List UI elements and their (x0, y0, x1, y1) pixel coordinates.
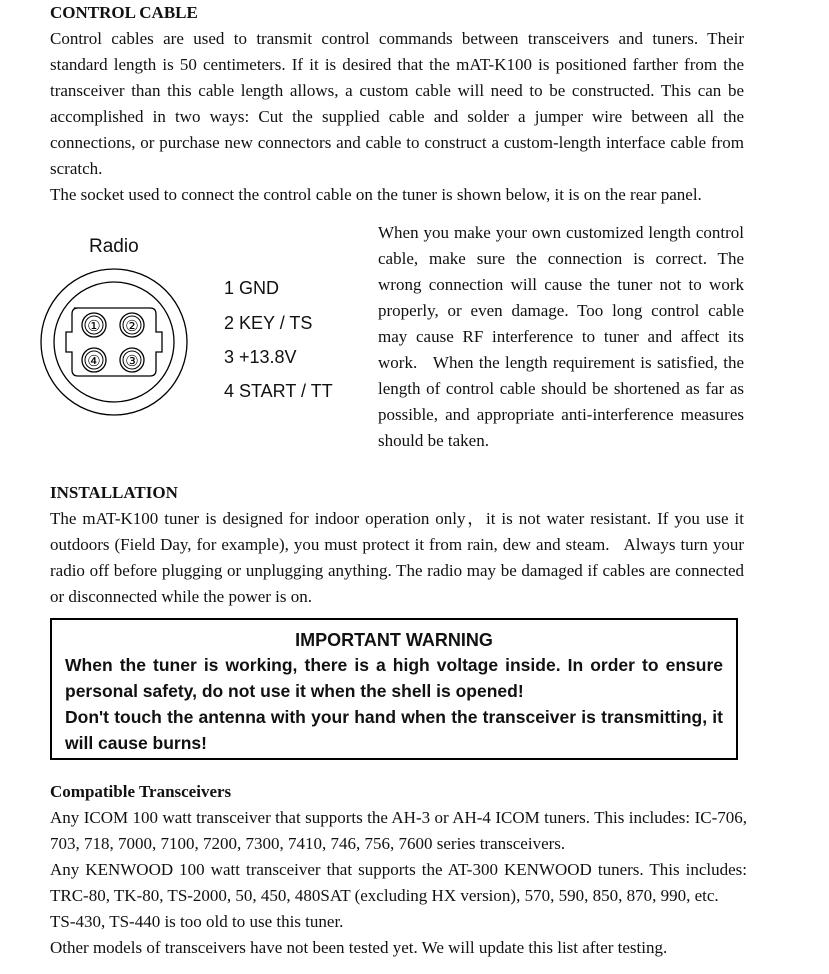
pin-3-label: 3 +13.8V (224, 347, 297, 367)
warning-antenna-burns: Don't touch the antenna with your hand when the transceiver is transmitting, it will cause burns! (65, 707, 723, 753)
untested-note: Other models of transceivers have not been tested yet. We will update this list after testing. (50, 938, 668, 957)
connector-socket-icon (38, 268, 198, 428)
connector-diagram (38, 232, 368, 432)
pin-2-icon (120, 313, 144, 337)
pin-4-symbol: ④ (87, 353, 101, 370)
pin-1-icon (82, 313, 106, 337)
too-old-note: TS-430, TS-440 is too old to use this tuner. (50, 912, 344, 931)
pin-2-label: 2 KEY / TS (224, 313, 313, 333)
socket-description: The socket used to connect the control cable on the tuner is shown below, it is on the rear panel. (50, 185, 702, 204)
cable-length-note (378, 220, 744, 454)
kenwood-compatibility: Any KENWOOD 100 watt transceiver that supports the AT-300 KENWOOD tuners. This includes: TRC-80, TK-80, TS-2000, 50, 450, 480SAT (excluding HX version), 570, 590, 850, 870, 990, etc. (50, 860, 747, 905)
pin-1-symbol: ① (87, 318, 101, 335)
pin-1-label: 1 GND (224, 278, 280, 298)
pin-4-icon (82, 348, 106, 372)
warning-box (50, 618, 738, 760)
compatible-heading: Compatible Transceivers (50, 782, 232, 801)
pin-3-icon (120, 348, 144, 372)
control-cable-heading: CONTROL CABLE (50, 3, 198, 22)
radio-label: Radio (89, 236, 139, 257)
cable-length-note-text: When you make your own customized length control cable, make sure the connection is correct. The wrong connection will cause the tuner not to work properly, or even damage. Too long control cable may cause RF interference to tuner and affect its work. When the length requirement is satisfied, the length of control cable should be shortened as far as possible, and appropriate anti-interference measures should be taken. (378, 223, 744, 450)
control-cable-section (50, 0, 744, 208)
control-cable-paragraph: Control cables are used to transmit control commands between transceivers and tuners. Their standard length is 50 centimeters. If it is desired that the mAT-K100 is positioned farther from the transceiver than this cable length allows, a custom cable will need to be constructed. This can be accomplished in two ways: Cut the supplied cable and solder a jumper wire between all the connections, or purchase new connectors and cable to construct a custom-length interface cable from scratch. (50, 29, 744, 178)
installation-paragraph: The mAT-K100 tuner is designed for indoor operation only，it is not water resistant. If you use it outdoors (Field Day, for example), you must protect it from rain, dew and steam. Always turn your radio off before plugging or unplugging anything. The radio may be damaged if cables are connected or disconnected while the power is on. (50, 509, 744, 606)
socket-outline (66, 308, 162, 376)
pin-3-symbol: ③ (125, 353, 139, 370)
icom-compatibility: Any ICOM 100 watt transceiver that supports the AH-3 or AH-4 ICOM tuners. This includes: IC-706, 703, 718, 7000, 7100, 7200, 7300, 7410, 746, 756, 7600 series transceivers. (50, 808, 747, 853)
warning-high-voltage: When the tuner is working, there is a high voltage inside. In order to ensure personal safety, do not use it when the shell is opened! (65, 655, 723, 701)
pin-2-symbol: ② (125, 318, 139, 335)
installation-section (50, 480, 744, 610)
warning-title: IMPORTANT WARNING (295, 630, 493, 650)
compatible-transceivers-section (50, 779, 747, 961)
pin-4-label: 4 START / TT (224, 381, 333, 401)
installation-heading: INSTALLATION (50, 483, 178, 502)
